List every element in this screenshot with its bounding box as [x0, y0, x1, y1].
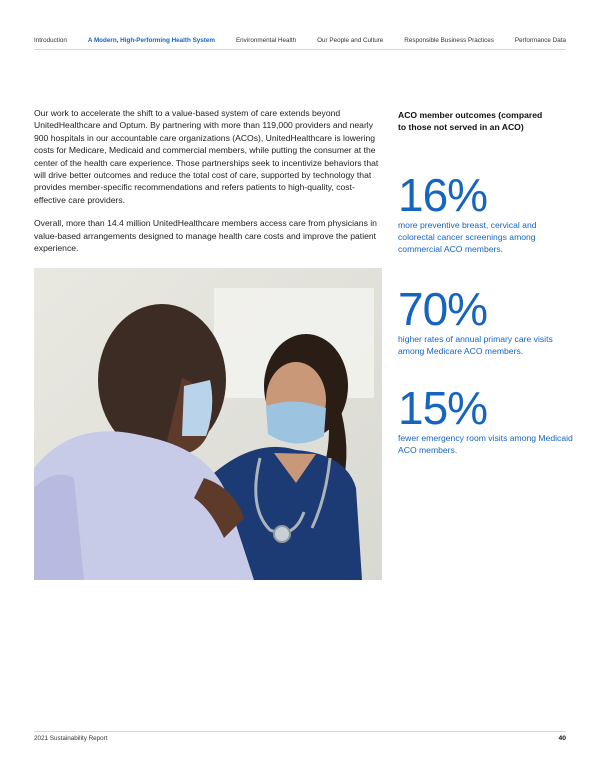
- page-number: 40: [558, 735, 566, 742]
- nav-performance-data[interactable]: Performance Data: [514, 36, 566, 44]
- report-name: 2021 Sustainability Report: [34, 735, 108, 742]
- nav-people-culture[interactable]: Our People and Culture: [317, 36, 384, 44]
- stat-value: 70%: [398, 283, 488, 335]
- body-paragraph: Overall, more than 14.4 million UnitedHealthcare members access care from physicians in value-based arrangements designed to manage health care costs and improve the patient experience.: [34, 218, 377, 254]
- body-text: [34, 107, 384, 265]
- stat-description: more preventive breast, cervical and colorectal cancer screenings among commercial ACO members.: [398, 220, 537, 254]
- stat-description: fewer emergency room visits among Medicaid ACO members.: [398, 433, 573, 455]
- footer: [34, 735, 566, 742]
- nurse-patient-photo: [34, 268, 382, 580]
- photo-illustration: [34, 268, 382, 580]
- nav-responsible-business[interactable]: Responsible Business Practices: [404, 36, 494, 44]
- stat-value: 16%: [398, 169, 488, 221]
- stat-description: higher rates of annual primary care visits among Medicare ACO members.: [398, 334, 553, 356]
- nav-modern-health-system[interactable]: A Modern, High-Performing Health System: [87, 36, 215, 44]
- footer-divider: [34, 731, 566, 732]
- stat-primary-care: [398, 283, 573, 357]
- aco-outcomes-title: ACO member outcomes (compared to those not served in an ACO): [398, 110, 543, 132]
- nav-divider: [34, 49, 566, 50]
- stat-value: 15%: [398, 382, 488, 434]
- body-paragraph: Our work to accelerate the shift to a value-based system of care extends beyond UnitedHealthcare and Optum. By partnering with more than 119,000 providers and nearly 900 hospitals in our accountable care organizations (ACOs), UnitedHealthcare is lowering costs for Medicare, Medicaid and commercial members, while putting the consumer at the center of the health care experience. Those partnerships seek to incentivize behaviors that will drive better outcomes and reduce the total cost of care, supported by technology that provides member-specific recommendations and refers patients to high-quality, cost-effective care providers.: [34, 108, 379, 205]
- nav-environmental-health[interactable]: Environmental Health: [235, 36, 297, 44]
- nav-introduction[interactable]: Introduction: [34, 36, 67, 44]
- top-navigation: [34, 32, 566, 48]
- stat-emergency-visits: [398, 382, 573, 456]
- stat-screenings: [398, 169, 573, 255]
